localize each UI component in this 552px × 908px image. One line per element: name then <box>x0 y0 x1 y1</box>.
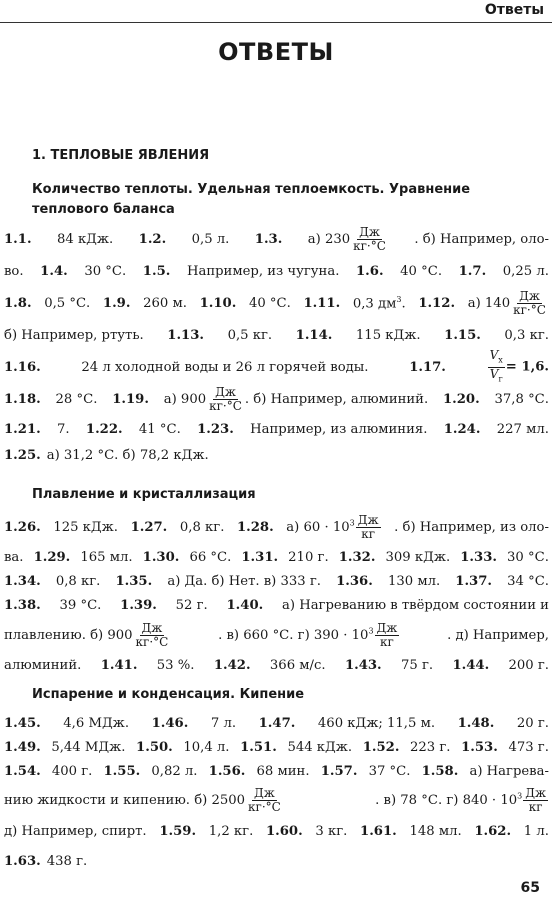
unit-fraction: Дж кг·°С <box>248 785 281 814</box>
answer-text: 7 л. <box>210 715 237 731</box>
answer-number: 1.2. <box>138 231 167 247</box>
answer-text: $V_х$ $V_г$ = 1,6. <box>489 348 549 383</box>
answer-number: 1.12. <box>418 295 456 311</box>
answer-number: 1.42. <box>213 657 251 673</box>
answer-number: 1.51. <box>240 739 277 755</box>
answer-text: 460 кДж; 11,5 м. <box>317 715 436 731</box>
answer-number: 1.38. <box>4 597 41 613</box>
unit-fraction: Дж кг·°С <box>209 384 242 413</box>
unit-fraction: Дж кг·°С <box>135 620 169 649</box>
answer-text: 227 мл. <box>496 421 549 437</box>
answer-number: 1.50. <box>136 739 173 755</box>
answer-number: 1.54. <box>4 763 41 779</box>
running-head-title: Ответы <box>484 2 544 18</box>
answer-text: 366 м/с. <box>269 657 326 673</box>
answer-number: 1.14. <box>295 327 333 343</box>
answer-text: . в) 78 °С. г) $840 \cdot 10^3$ Дж кг <box>375 785 546 814</box>
answer-text: . б) Например, из оло- <box>394 519 549 535</box>
answer-number: 1.25. <box>4 447 41 463</box>
header-rule <box>0 22 552 23</box>
answer-text: алюминий. <box>4 657 82 673</box>
answer-line-10 <box>4 544 549 570</box>
answer-number: 1.15. <box>444 327 481 343</box>
answer-text: 10,4 л. <box>183 739 230 755</box>
answer-number: 1.30. <box>142 549 180 565</box>
answer-number: 1.6. <box>356 263 384 279</box>
answer-text: 0,25 л. <box>502 263 549 279</box>
answer-line-5 <box>4 348 549 383</box>
answer-number: 1.35. <box>115 573 153 589</box>
answer-text: б) Например, ртуть. <box>4 327 144 343</box>
answer-line-3 <box>4 290 549 316</box>
answer-line-18 <box>4 787 549 813</box>
answer-text: 165 мл. <box>80 549 133 565</box>
answer-number: 1.10. <box>199 295 237 311</box>
answer-text: 0,3 $дм^3$. <box>352 294 406 312</box>
answer-number: 1.39. <box>120 597 157 613</box>
answer-number: 1.40. <box>226 597 264 613</box>
answer-line-13 <box>4 622 549 648</box>
answer-number: 1.55. <box>103 763 141 779</box>
answer-line-19 <box>4 818 549 844</box>
answer-text: а) Нагрева- <box>469 763 549 779</box>
answer-text: а) 230 Дж кг·°С <box>307 224 386 253</box>
answer-text: 130 мл. <box>387 573 441 589</box>
answer-line-8 <box>4 442 549 468</box>
answer-text: 37,8 °С. <box>494 391 549 407</box>
answer-text: 30 °С. <box>84 263 127 279</box>
answer-number: 1.37. <box>455 573 492 589</box>
subheading-heat: Количество теплоты. Удельная теплоемкость. Уравнение теплового баланса <box>32 182 471 217</box>
answer-number: 1.11. <box>303 295 341 311</box>
answer-line-20 <box>4 848 549 874</box>
answer-text: 438 г. <box>46 853 88 869</box>
answer-number: 1.33. <box>460 549 497 565</box>
answer-number: 1.61. <box>360 823 397 839</box>
answer-text: 223 г. <box>410 739 451 755</box>
answer-text: 68 мин. <box>256 763 310 779</box>
answer-number: 1.45. <box>4 715 41 731</box>
answer-text: 400 г. <box>51 763 93 779</box>
answer-number: 1.16. <box>4 359 41 375</box>
answer-number: 1.43. <box>344 657 382 673</box>
answer-text: а) 900 Дж кг·°С . б) Например, алюминий. <box>163 384 429 413</box>
answer-text: 30 °С. <box>507 549 549 565</box>
answer-text: Например, из алюминия. <box>250 421 428 437</box>
answer-number: 1.53. <box>461 739 498 755</box>
answer-text: 24 л холодной воды и 26 л горячей воды. <box>81 359 369 375</box>
answer-number: 1.17. <box>409 359 446 375</box>
answer-text: 0,8 кг. <box>55 573 101 589</box>
answer-text: 84 кДж. <box>56 231 114 247</box>
answer-line-7 <box>4 416 549 442</box>
answer-number: 1.29. <box>33 549 71 565</box>
answer-text: 5,44 МДж. <box>51 739 126 755</box>
answer-number: 1.59. <box>159 823 197 839</box>
answer-text: . в) 660 °С. г) $390 \cdot 10^3$ Дж кг <box>218 620 398 649</box>
running-head <box>0 0 552 22</box>
answer-number: 1.4. <box>40 263 68 279</box>
answer-number: 1.47. <box>258 715 296 731</box>
answer-text: д) Например, спирт. <box>4 823 147 839</box>
answer-number: 1.28. <box>236 519 274 535</box>
section-heading: 1. ТЕПЛОВЫЕ ЯВЛЕНИЯ <box>32 148 210 163</box>
answer-number: 1.62. <box>474 823 512 839</box>
answer-text: 41 °С. <box>138 421 181 437</box>
answer-text: 309 кДж. <box>385 549 451 565</box>
unit-fraction: Дж кг·°С <box>353 224 386 253</box>
answer-number: 1.44. <box>452 657 490 673</box>
answer-text: а) Да. б) Нет. в) 333 г. <box>167 573 321 589</box>
answer-text: 28 °С. <box>55 391 98 407</box>
answer-text: а) 31,2 °С. б) 78,2 кДж. <box>46 447 209 463</box>
answer-text: 3 кг. <box>315 823 348 839</box>
answer-number: 1.19. <box>112 391 149 407</box>
answer-number: 1.34. <box>4 573 41 589</box>
answer-text: . б) Например, оло- <box>414 231 549 247</box>
answer-number: 1.1. <box>4 231 32 247</box>
answer-number: 1.49. <box>4 739 41 755</box>
answer-text: 40 °С. <box>248 295 291 311</box>
answer-number: 1.57. <box>320 763 358 779</box>
answer-number: 1.58. <box>421 763 459 779</box>
answer-text: 37 °С. <box>368 763 411 779</box>
answer-text: 544 кДж. <box>287 739 353 755</box>
answer-number: 1.9. <box>102 295 131 311</box>
answer-line-1 <box>4 226 549 252</box>
answer-number: 1.46. <box>151 715 189 731</box>
answer-line-12 <box>4 592 549 618</box>
answer-text: а) 140 Дж кг·°С <box>467 288 546 317</box>
answer-number: 1.7. <box>458 263 487 279</box>
subheading-melting: Плавление и кристаллизация <box>32 487 256 502</box>
answer-line-2 <box>4 258 549 284</box>
answer-text: а) Нагреванию в твёрдом состоянии и <box>282 597 549 613</box>
answer-text: ва. <box>4 549 24 565</box>
page-title: ОТВЕТЫ <box>218 38 334 66</box>
unit-fraction: Дж кг <box>357 512 379 541</box>
answer-text: 7. <box>57 421 70 437</box>
answer-text: 1,2 кг. <box>208 823 254 839</box>
answer-line-11 <box>4 568 549 594</box>
answer-number: 1.52. <box>362 739 400 755</box>
answer-number: 1.36. <box>336 573 373 589</box>
answer-number: 1.18. <box>4 391 41 407</box>
answer-text: 66 °С. <box>189 549 232 565</box>
answer-number: 1.60. <box>265 823 303 839</box>
answer-line-6 <box>4 386 549 412</box>
answer-number: 1.8. <box>4 295 32 311</box>
answer-text: 125 кДж. <box>53 519 118 535</box>
answer-number: 1.41. <box>100 657 138 673</box>
answer-text: 39 °С. <box>59 597 102 613</box>
answer-number: 1.3. <box>254 231 283 247</box>
answer-number: 1.56. <box>208 763 246 779</box>
answer-line-14 <box>4 652 549 678</box>
answer-text: 148 мл. <box>409 823 462 839</box>
answer-number: 1.23. <box>197 421 234 437</box>
answer-text: 0,8 кг. <box>179 519 225 535</box>
answer-text: 115 кДж. <box>355 327 421 343</box>
answer-text: плавлению. б) 900 Дж кг·°С <box>4 620 169 649</box>
answer-number: 1.24. <box>443 421 481 437</box>
answer-number: 1.13. <box>167 327 204 343</box>
answer-text: 75 г. <box>401 657 434 673</box>
answer-number: 1.26. <box>4 519 41 535</box>
answer-text: Например, из чугуна. <box>186 263 340 279</box>
answer-number: 1.20. <box>442 391 480 407</box>
answer-number: 1.31. <box>241 549 279 565</box>
answer-text: 4,6 МДж. <box>63 715 130 731</box>
answer-text: 0,82 л. <box>151 763 198 779</box>
answer-text: 20 г. <box>516 715 549 731</box>
unit-fraction: Дж кг·°С <box>513 288 546 317</box>
answer-line-16 <box>4 734 549 760</box>
unit-fraction: Дж кг <box>376 620 398 649</box>
answer-text: 0,5 °С. <box>44 295 91 311</box>
answer-text: 200 г. <box>508 657 549 673</box>
subheading-evaporation: Испарение и конденсация. Кипение <box>32 687 305 702</box>
answer-line-9 <box>4 514 549 540</box>
page-number: 65 <box>520 880 540 896</box>
answer-text: 210 г. <box>288 549 329 565</box>
unit-fraction: Дж кг <box>525 785 546 814</box>
answer-text: 0,5 кг. <box>227 327 273 343</box>
answer-line-15 <box>4 710 549 736</box>
answer-text: 40 °С. <box>400 263 443 279</box>
answer-number: 1.48. <box>457 715 495 731</box>
answer-text: . д) Например, <box>447 627 549 643</box>
answer-number: 1.21. <box>4 421 41 437</box>
answer-text: нию жидкости и кипению. б) 2500 Дж кг·°С <box>4 785 281 814</box>
answer-text: 1 л. <box>523 823 549 839</box>
answer-text: 473 г. <box>508 739 549 755</box>
answer-text: 52 г. <box>175 597 208 613</box>
answer-number: 1.22. <box>85 421 123 437</box>
answer-number: 1.63. <box>4 853 41 869</box>
answer-text: а) $60 \cdot 10^3$ Дж кг <box>286 512 379 541</box>
answer-text: 53 %. <box>156 657 195 673</box>
answer-text: во. <box>4 263 24 279</box>
answer-text: 0,3 кг. <box>504 327 549 343</box>
answer-line-4 <box>4 322 549 348</box>
ratio-fraction: $V_х$ $V_г$ <box>489 348 503 383</box>
answer-number: 1.27. <box>130 519 168 535</box>
answer-number: 1.5. <box>142 263 171 279</box>
answer-line-17 <box>4 758 549 784</box>
answer-text: 260 м. <box>143 295 187 311</box>
answer-text: 34 °С. <box>507 573 549 589</box>
answer-text: 0,5 л. <box>191 231 230 247</box>
answer-number: 1.32. <box>338 549 376 565</box>
